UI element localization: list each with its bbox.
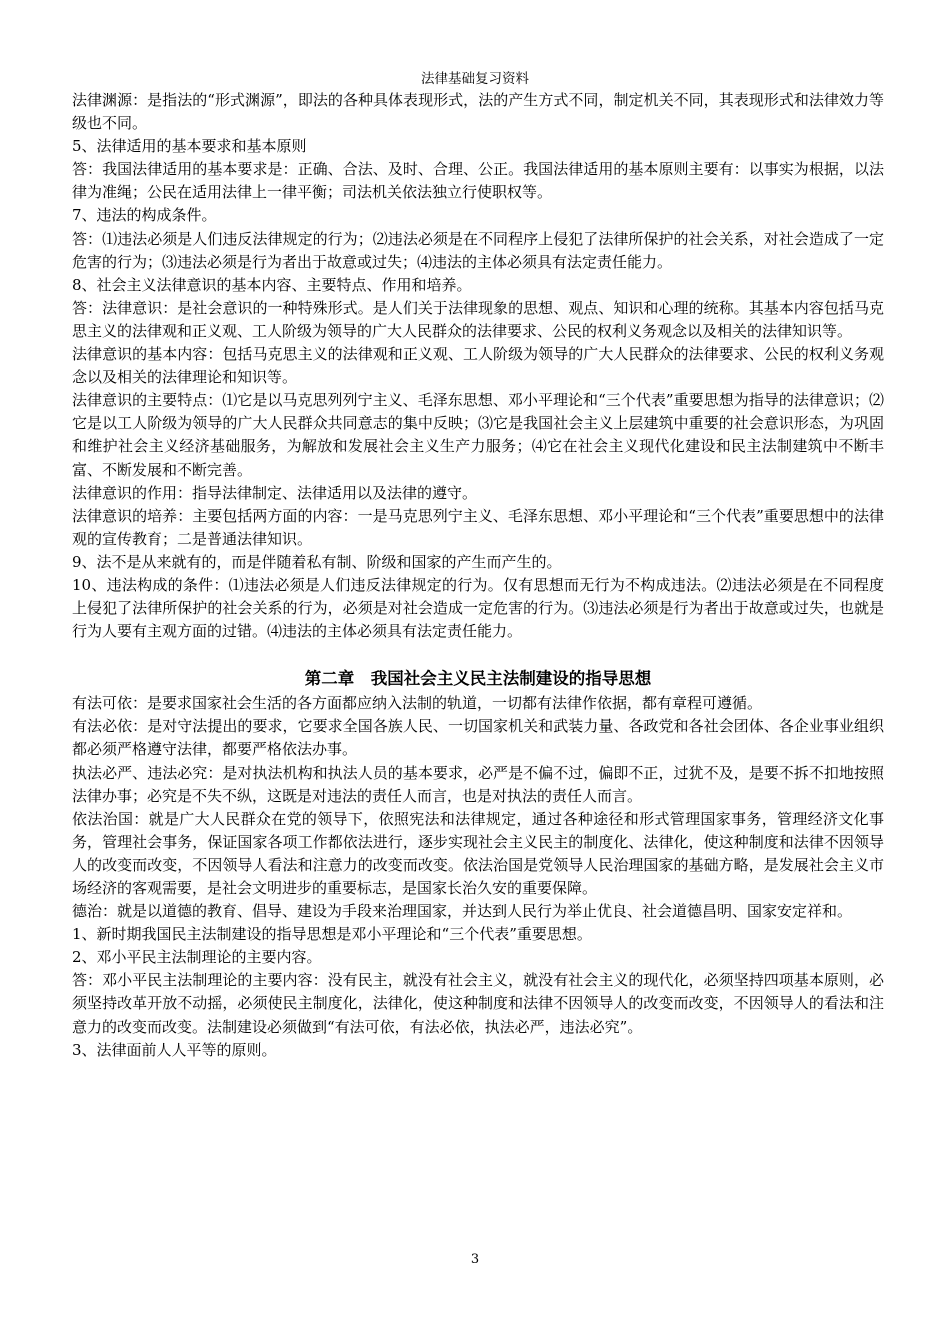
paragraph: 法律意识的基本内容：包括马克思主义的法律观和正义观、工人阶级为领导的广大人民群众的法律要求、公民的权利义务观念以及相关的法律理论和知识等。 xyxy=(72,345,884,387)
paragraph: 有法可依：是要求国家社会生活的各方面都应纳入法制的轨道，一切都有法律作依据，都有章程可遵循。 xyxy=(72,694,763,713)
page-header: 法律基础复习资料 xyxy=(421,71,529,87)
paragraph: 9、法不是从来就有的，而是伴随着私有制、阶级和国家的产生而产生的。 xyxy=(72,552,562,571)
paragraph: 法律意识的培养：主要包括两方面的内容：一是马克思列宁主义、毛泽东思想、邓小平理论和“三个代表”重要思想中的法律观的宣传教育；二是普通法律知识。 xyxy=(72,506,884,548)
paragraph: 答：⑴违法必须是人们违反法律规定的行为；⑵违法必须是在不同程序上侵犯了法律所保护的社会关系，对社会造成了一定危害的行为；⑶违法必须是行为者出于故意或过失；⑷违法的主体必须具有法定责任能力。 xyxy=(72,229,884,271)
paragraph: 5、法律适用的基本要求和基本原则 xyxy=(72,137,307,156)
paragraph: 法律渊源：是指法的“形式渊源”，即法的各种具体表现形式，法的产生方式不同，制定机关不同，其表现形式和法律效力等级也不同。 xyxy=(72,91,884,133)
paragraph: 答：邓小平民主法制理论的主要内容：没有民主，就没有社会主义，就没有社会主义的现代化，必须坚持四项基本原则，必须坚持改革开放不动摇，必须使民主制度化，法律化，使这种制度和法律不因领导人的改变而改变，不因领导人的看法和注意力的改变而改变。法制建设必须做到“有法可依，有法必依，执法必严，违法必究”。 xyxy=(72,971,884,1036)
paragraph: 8、社会主义法律意识的基本内容、主要特点、作用和培养。 xyxy=(72,275,472,294)
paragraph: 10、违法构成的条件：⑴违法必须是人们违反法律规定的行为。仅有思想而无行为不构成违法。⑵违法必须是在不同程度上侵犯了法律所保护的社会关系的行为，必须是对社会造成一定危害的行为。⑶违法必须是行为者出于故意或过失，也就是行为人要有主观方面的过错。⑷违法的主体必须具有法定责任能力。 xyxy=(72,575,884,641)
paragraph: 7、违法的构成条件。 xyxy=(72,206,217,225)
paragraph: 2、邓小平民主法制理论的主要内容。 xyxy=(72,948,322,967)
paragraph: 1、新时期我国民主法制建设的指导思想是邓小平理论和“三个代表”重要思想。 xyxy=(72,925,592,944)
paragraph: 有法必依：是对守法提出的要求，它要求全国各族人民、一切国家机关和武装力量、各政党和各社会团体、各企业事业组织都必须严格遵守法律，都要严格依法办事。 xyxy=(72,717,884,759)
paragraph: 依法治国：就是广大人民群众在党的领导下，依照宪法和法律规定，通过各种途径和形式管理国家事务，管理经济文化事务，管理社会事务，保证国家各项工作都依法进行，逐步实现社会主义民主的制度化、法律化，使这种制度和法律不因领导人的改变而改变，不因领导人看法和注意力的改变而改变。依法治国是党领导人民治理国家的基础方略，是发展社会主义市场经济的客观需要，是社会文明进步的重要标志，是国家长治久安的重要保障。 xyxy=(72,809,884,897)
paragraph: 答：我国法律适用的基本要求是：正确、合法、及时、合理、公正。我国法律适用的基本原则主要有：以事实为根据，以法律为准绳；公民在适用法律上一律平衡；司法机关依法独立行使职权等。 xyxy=(72,160,884,202)
paragraph: 答：法律意识：是社会意识的一种特殊形式。是人们关于法律现象的思想、观点、知识和心理的统称。其基本内容包括马克思主义的法律观和正义观、工人阶级为领导的广大人民群众的法律要求、公民的权利义务观念以及相关的法律知识等。 xyxy=(72,298,884,340)
paragraph: 法律意识的作用：指导法律制定、法律适用以及法律的遵守。 xyxy=(72,483,478,502)
document-body xyxy=(72,89,884,1062)
paragraph: 法律意识的主要特点：⑴它是以马克思列列宁主义、毛泽东思想、邓小平理论和“三个代表”重要思想为指导的法律意识；⑵它是以工人阶级为领导的广大人民群众共同意志的集中反映；⑶它是我国社会主义上层建筑中重要的社会意识形态，为巩固和维护社会主义经济基础服务，为解放和发展社会主义生产力服务；⑷它在社会主义现代化建设和民主法制建筑中不断丰富、不断发展和不断完善。 xyxy=(72,391,884,479)
paragraph: 执法必严、违法必究：是对执法机构和执法人员的基本要求，必严是不偏不过，偏即不正，过犹不及，是要不拆不扣地按照法律办事；必究是不失不纵，这既是对违法的责任人而言，也是对执法的责任人而言。 xyxy=(72,763,884,805)
page-number: 3 xyxy=(470,1252,480,1267)
paragraph: 3、法律面前人人平等的原则。 xyxy=(72,1040,277,1059)
chapter-title: 第二章 我国社会主义民主法制建设的指导思想 xyxy=(304,669,652,689)
paragraph: 德治：就是以道德的教育、倡导、建设为手段来治理国家，并达到人民行为举止优良、社会道德昌明、国家安定祥和。 xyxy=(72,902,853,921)
